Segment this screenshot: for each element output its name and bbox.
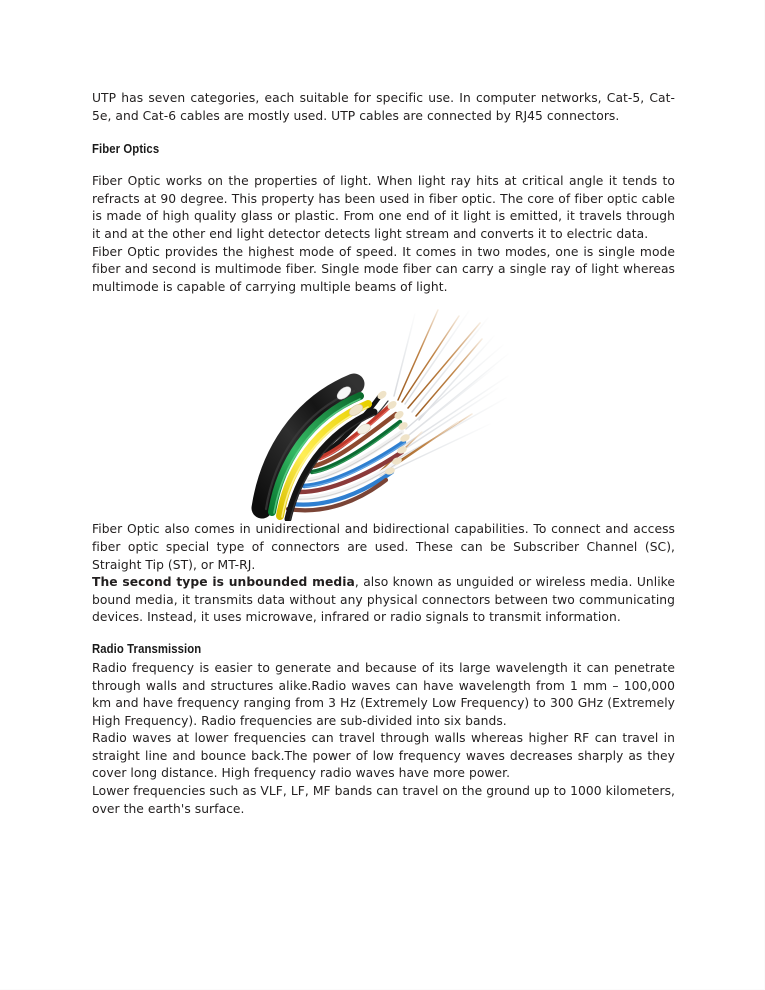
unbounded-media-rest: , also known as unguided or wireless media. Unlike bound media, it transmits data without any physical connectors between two communicating devices. Instead, it uses microwave, infrared or radio signals to transmit information. (92, 575, 676, 625)
fiber-optic-figure-wrap (92, 296, 675, 521)
low-frequency-bands-paragraph: Lower frequencies such as VLF, LF, MF bands can travel on the ground up to 1000 kilometers, over the earth's surface. (92, 784, 675, 816)
fiber-optic-cable-photo (222, 296, 552, 521)
page-content (92, 90, 675, 818)
intro-utp-paragraph: UTP has seven categories, each suitable for specific use. In computer networks, Cat-5, Cat-5e, and Cat-6 cables are mostly used. UTP cables are connected by RJ45 connectors. (92, 91, 675, 123)
radio-wave-propagation-paragraph: Radio waves at lower frequencies can travel through walls whereas higher RF can travel in straight line and bounce back.The power of low frequency waves decreases sharply as they cover long distance. High frequency radio waves have more power. (92, 731, 675, 781)
radio-frequency-paragraph: Radio frequency is easier to generate and because of its large wavelength it can penetrate through walls and structures alike.Radio waves can have wavelength from 1 mm – 100,000 km and have frequency ranging from 3 Hz (Extremely Low Frequency) to 300 GHz (Extremely High Frequency). Radio frequencies are sub-divided into six bands. (92, 660, 675, 728)
fiber-optic-principle-paragraph: Fiber Optic works on the properties of light. When light ray hits at critical angle it tends to refracts at 90 degree. This property has been used in fiber optic. The core of fiber optic cable is made of high quality glass or plastic. From one end of it light is emitted, it travels through it and at the other end light detector detects light stream and converts it to electric data. (92, 174, 675, 241)
spacer (92, 627, 675, 641)
fiber-optic-cable-illustration (222, 296, 552, 521)
fiber-optic-modes-paragraph: Fiber Optic provides the highest mode of speed. It comes in two modes, one is single mode fiber and second is multimode fiber. Single mode fiber can carry a single ray of light whereas multimode is capable of carrying multiple beams of light. (92, 244, 675, 294)
unbounded-media-paragraph (92, 574, 675, 627)
spacer (92, 157, 675, 173)
unbounded-media-bold-lead: The second type is unbounded media (92, 575, 355, 590)
spacer (92, 125, 675, 141)
fiber-optic-connectors-paragraph: Fiber Optic also comes in unidirectional and bidirectional capabilities. To connect and access fiber optic special type of connectors are used. These can be Subscriber Channel (SC), Straight Tip (ST), or MT-RJ. (92, 522, 675, 572)
radio-transmission-heading: Radio Transmission (92, 641, 202, 656)
fiber-optics-heading: Fiber Optics (92, 142, 160, 157)
